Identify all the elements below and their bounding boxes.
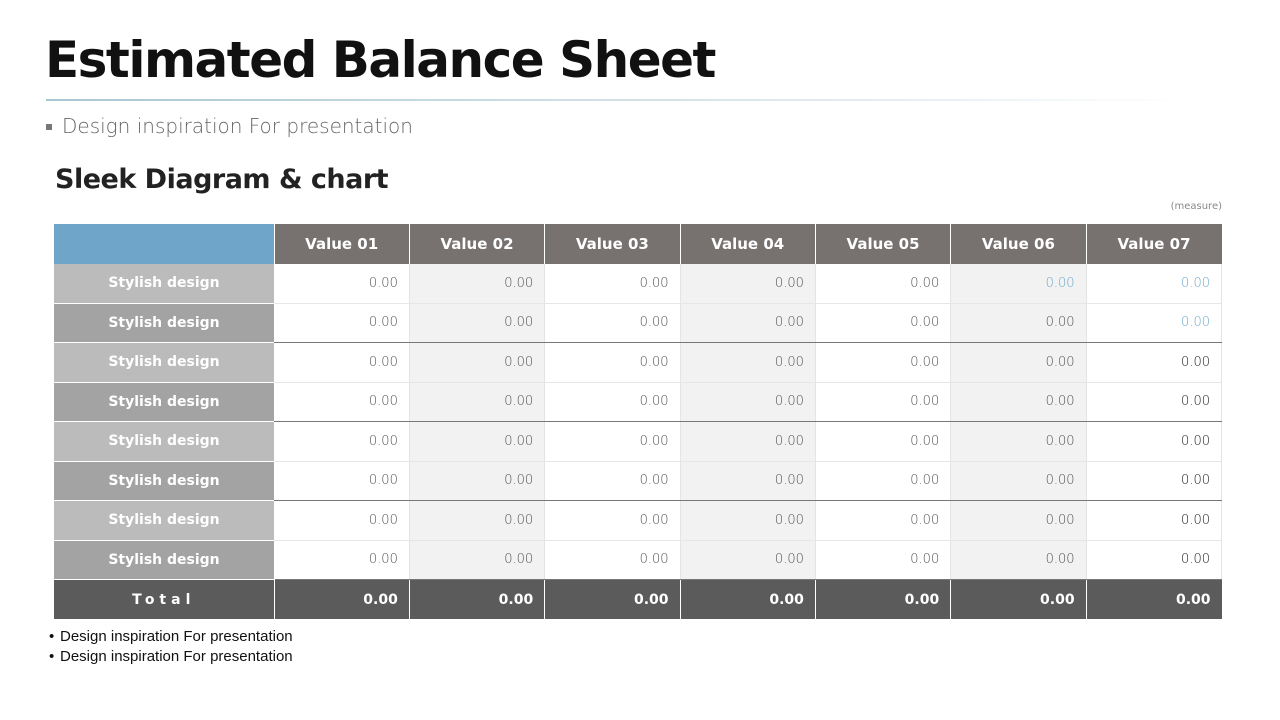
value-cell: 0.00 xyxy=(815,540,950,580)
value-cell: 0.00 xyxy=(680,382,815,422)
value-cell: 0.00 xyxy=(680,303,815,343)
value-cell: 0.00 xyxy=(1086,382,1221,422)
total-cell: 0.00 xyxy=(409,580,544,620)
column-header: Value 06 xyxy=(951,224,1086,264)
value-cell: 0.00 xyxy=(1086,461,1221,501)
table-row xyxy=(54,461,1222,501)
value-cell: 0.00 xyxy=(951,461,1086,501)
value-cell: 0.00 xyxy=(951,264,1086,304)
total-label: Total xyxy=(54,580,274,620)
row-label: Stylish design xyxy=(54,540,274,580)
value-cell: 0.00 xyxy=(274,264,409,304)
column-header: Value 02 xyxy=(409,224,544,264)
value-cell: 0.00 xyxy=(680,461,815,501)
value-cell: 0.00 xyxy=(274,501,409,541)
square-bullet-icon xyxy=(46,124,52,130)
total-cell: 0.00 xyxy=(951,580,1086,620)
value-cell: 0.00 xyxy=(815,343,950,383)
table-row xyxy=(54,303,1222,343)
value-cell: 0.00 xyxy=(815,303,950,343)
value-cell: 0.00 xyxy=(545,343,680,383)
value-cell: 0.00 xyxy=(1086,540,1221,580)
value-cell: 0.00 xyxy=(815,501,950,541)
value-cell: 0.00 xyxy=(545,264,680,304)
value-cell: 0.00 xyxy=(274,382,409,422)
value-cell: 0.00 xyxy=(545,461,680,501)
table-row xyxy=(54,343,1222,383)
value-cell: 0.00 xyxy=(1086,343,1221,383)
value-cell: 0.00 xyxy=(951,422,1086,462)
total-cell: 0.00 xyxy=(815,580,950,620)
section-title: Sleek Diagram & chart xyxy=(55,164,389,195)
column-header: Value 01 xyxy=(274,224,409,264)
value-cell: 0.00 xyxy=(815,382,950,422)
title-divider xyxy=(46,99,1196,101)
value-cell: 0.00 xyxy=(815,422,950,462)
value-cell: 0.00 xyxy=(409,540,544,580)
table-row xyxy=(54,264,1222,304)
balance-sheet-table xyxy=(54,224,1222,619)
footnotes xyxy=(49,627,293,666)
value-cell: 0.00 xyxy=(409,303,544,343)
table-row xyxy=(54,382,1222,422)
page-title: Estimated Balance Sheet xyxy=(45,31,715,89)
subtitle xyxy=(46,114,413,138)
value-cell: 0.00 xyxy=(545,422,680,462)
table-row xyxy=(54,501,1222,541)
total-cell: 0.00 xyxy=(680,580,815,620)
footnote-item: • Design inspiration For presentation xyxy=(49,627,293,647)
row-label: Stylish design xyxy=(54,303,274,343)
row-label: Stylish design xyxy=(54,501,274,541)
value-cell: 0.00 xyxy=(274,461,409,501)
value-cell: 0.00 xyxy=(951,303,1086,343)
value-cell: 0.00 xyxy=(545,303,680,343)
total-cell: 0.00 xyxy=(274,580,409,620)
value-cell: 0.00 xyxy=(545,540,680,580)
value-cell: 0.00 xyxy=(680,501,815,541)
value-cell: 0.00 xyxy=(545,382,680,422)
subtitle-text: Design inspiration For presentation xyxy=(62,114,413,138)
value-cell: 0.00 xyxy=(680,422,815,462)
column-header: Value 07 xyxy=(1086,224,1221,264)
value-cell: 0.00 xyxy=(1086,303,1221,343)
value-cell: 0.00 xyxy=(409,382,544,422)
table-header-row xyxy=(54,224,1222,264)
value-cell: 0.00 xyxy=(409,461,544,501)
column-header: Value 04 xyxy=(680,224,815,264)
value-cell: 0.00 xyxy=(274,303,409,343)
value-cell: 0.00 xyxy=(680,264,815,304)
value-cell: 0.00 xyxy=(1086,422,1221,462)
column-header: Value 03 xyxy=(545,224,680,264)
column-header: Value 05 xyxy=(815,224,950,264)
row-label: Stylish design xyxy=(54,264,274,304)
value-cell: 0.00 xyxy=(1086,264,1221,304)
value-cell: 0.00 xyxy=(1086,501,1221,541)
value-cell: 0.00 xyxy=(409,422,544,462)
value-cell: 0.00 xyxy=(951,382,1086,422)
table-row xyxy=(54,540,1222,580)
row-label: Stylish design xyxy=(54,461,274,501)
value-cell: 0.00 xyxy=(815,264,950,304)
value-cell: 0.00 xyxy=(951,343,1086,383)
value-cell: 0.00 xyxy=(680,343,815,383)
row-label: Stylish design xyxy=(54,382,274,422)
value-cell: 0.00 xyxy=(274,422,409,462)
measure-note: (measure) xyxy=(1170,201,1222,212)
total-row xyxy=(54,580,1222,620)
value-cell: 0.00 xyxy=(274,540,409,580)
value-cell: 0.00 xyxy=(951,501,1086,541)
value-cell: 0.00 xyxy=(951,540,1086,580)
value-cell: 0.00 xyxy=(815,461,950,501)
total-cell: 0.00 xyxy=(1086,580,1221,620)
value-cell: 0.00 xyxy=(409,501,544,541)
value-cell: 0.00 xyxy=(680,540,815,580)
total-cell: 0.00 xyxy=(545,580,680,620)
row-label: Stylish design xyxy=(54,343,274,383)
row-label: Stylish design xyxy=(54,422,274,462)
value-cell: 0.00 xyxy=(409,264,544,304)
footnote-item: • Design inspiration For presentation xyxy=(49,647,293,667)
value-cell: 0.00 xyxy=(545,501,680,541)
table-row xyxy=(54,422,1222,462)
value-cell: 0.00 xyxy=(274,343,409,383)
header-corner-cell xyxy=(54,224,274,264)
value-cell: 0.00 xyxy=(409,343,544,383)
